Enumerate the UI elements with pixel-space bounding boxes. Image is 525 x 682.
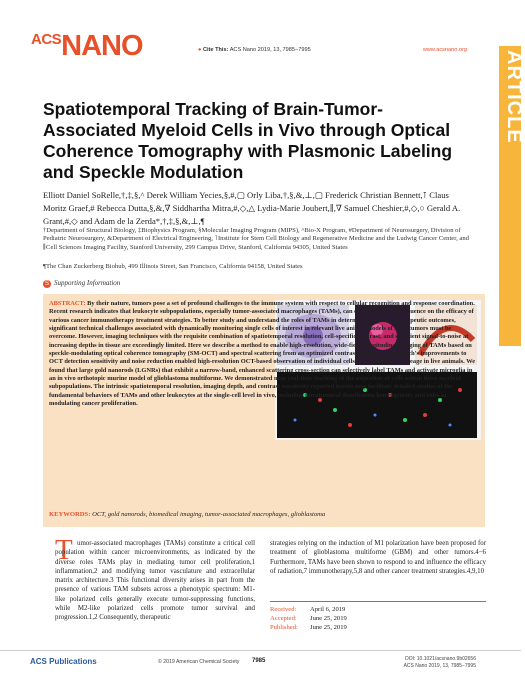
supporting-info-link[interactable]: S Supporting Information [44, 279, 121, 287]
abstract-text [49, 300, 479, 408]
publication-dates: Received: April 6, 2019 Accepted: June 25, 2019 Published: June 25, 2019 [270, 601, 486, 632]
author-list[interactable]: Elliott Daniel SoRelle,†,‡,§,^ Derek William Yecies,§,#,▢ Orly Liba,†,§,&,⊥,▢ Frederick Christian Bennett,⊺ Claus Moritz Graef,# Rebecca Dutta,§,&,∇ Siddhartha Mitra,#,◇,△ Lydia-Marie Joubert,∥,∇ Samuel Cheshier,#,◇,○ Gerald A. Grant,#,◇ and Adam de la Zerda*,†,‡,§,&,⊥,¶ [43, 190, 461, 226]
publisher-logo[interactable]: ACS Publications [30, 657, 97, 666]
info-icon: S [44, 281, 49, 287]
journal-logo: ACSNANO [31, 30, 143, 62]
cite-icon: ● [198, 47, 202, 53]
article-title: Spatiotemporal Tracking of Brain-Tumor-Associated Myeloid Cells in Vivo through Optical Coherence Tomography with Plasmonic Labeling and Speckle Modulation [43, 99, 453, 182]
copyright: © 2019 American Chemical Society [158, 659, 240, 665]
abstract-label: ABSTRACT: [49, 300, 86, 307]
citation-line[interactable] [198, 47, 311, 53]
affiliation-2: ¶The Chan Zuckerberg Biohub, 499 Illinois Street, San Francisco, California 94158, United States [43, 263, 303, 270]
body-right-column: strategies relying on the induction of M1 polarization have been proposed for treatment of glioblastoma multiforme (GBM) and other tumors.4−6 Furthermore, TAMs have been shown to respond to and influence the efficacy of radiation,7 immunotherapy,5,8 and other cancer treatment strategies.4,9,10 [270, 540, 486, 575]
doi-block[interactable]: DOI: 10.1021/acsnano.9b02656 ACS Nano 2019, 13, 7985−7995 [403, 656, 476, 669]
keywords: KEYWORDS: OCT, gold nanorods, biomedical imaging, tumor-associated macrophages, glioblastoma [49, 511, 326, 518]
drop-cap: T [55, 534, 73, 566]
abstract-body: By their nature, tumors pose a set of profound challenges to the immune system with respect to cellular recognition and response coordination. Recent research indicates that leukocyte subpopulations, especially tumor-associated macrophages (TAMs), can exert substantial influence on the efficacy of various cancer immunotherapy treatment strategies. To better study and understand the roles of TAMs in determining immunotherapeutic outcomes, significant technical challenges associated with dynamically monitoring single cells of interest in relevant live animal models of solid tumors must be overcome. However, imaging techniques with the requisite combination of spatiotemporal resolution, cell-specific contrast, and sufficient signal-to-noise at increasing depths in tissue are exceedingly limited. Here we describe a method to enable high-resolution, wide-field, longitudinal imaging of TAMs based on speckle-modulating optical coherence tomography (SM-OCT) and spectral scattering from an optimized contrast agent. The approach's improvements to OCT detection sensitivity and noise reduction enabled high-resolution OCT-based observation of individual cells of a specific host lineage in live animals. We found that large gold nanorods (LGNRs) that exhibit a narrow-band, enhanced scattering cross-section can selectively label TAMs and activate microglia in an in vivo orthotopic murine model of glioblastoma multiforme. We demonstrated near real-time tracking of the migration of cells within these myeloid subpopulations. The intrinsic spatiotemporal resolution, imaging depth, and contrast sensitivity reported herein may facilitate detailed studies of the fundamental behaviors of TAMs and other leukocytes at the single-cell level in vivo, including intratumoral distribution heterogeneity and roles in modulating cancer proliferation. [49, 300, 476, 408]
body-left-column: umor-associated macrophages (TAMs) constitute a critical cell population within cancer microenvironments, as indicated by the diverse roles TAMs play in mediating tumor cell proliferation,1 inflammation,2 and modifying tumor vasculature and extracellular matrix architecture.3 This functional diversity arises in part from the presence of various TAM subsets across a phenotypic spectrum: M1-like polarized cells generally execute tumor-suppressing functions, while M2-like polarized cells promote tumor survival and progression.1,2 Consequently, therapeutic [55, 540, 255, 622]
page-number: 7985 [252, 658, 266, 664]
footer-divider [0, 650, 521, 651]
cite-label: Cite This: [202, 47, 229, 53]
affiliations: †Department of Structural Biology, ‡Biophysics Program, §Molecular Imaging Program (MIPS), ^Bio-X Program, #Department of Neurosurgery, Division of Pediatric Neurosurgery, &Department of Electrical Engineering, ⊺Institute for Stem Cell Biology and Regenerative Medicine and the Ludwig Cancer Center, and ∥Cell Sciences Imaging Facility, Stanford University, 299 Campus Drive, Stanford, California 94305, United States [43, 227, 469, 251]
section-tab: ARTICLE [499, 46, 521, 346]
website-link[interactable]: www.acsnano.org [422, 47, 467, 53]
cite-text: ACS Nano 2019, 13, 7985−7995 [229, 47, 311, 53]
